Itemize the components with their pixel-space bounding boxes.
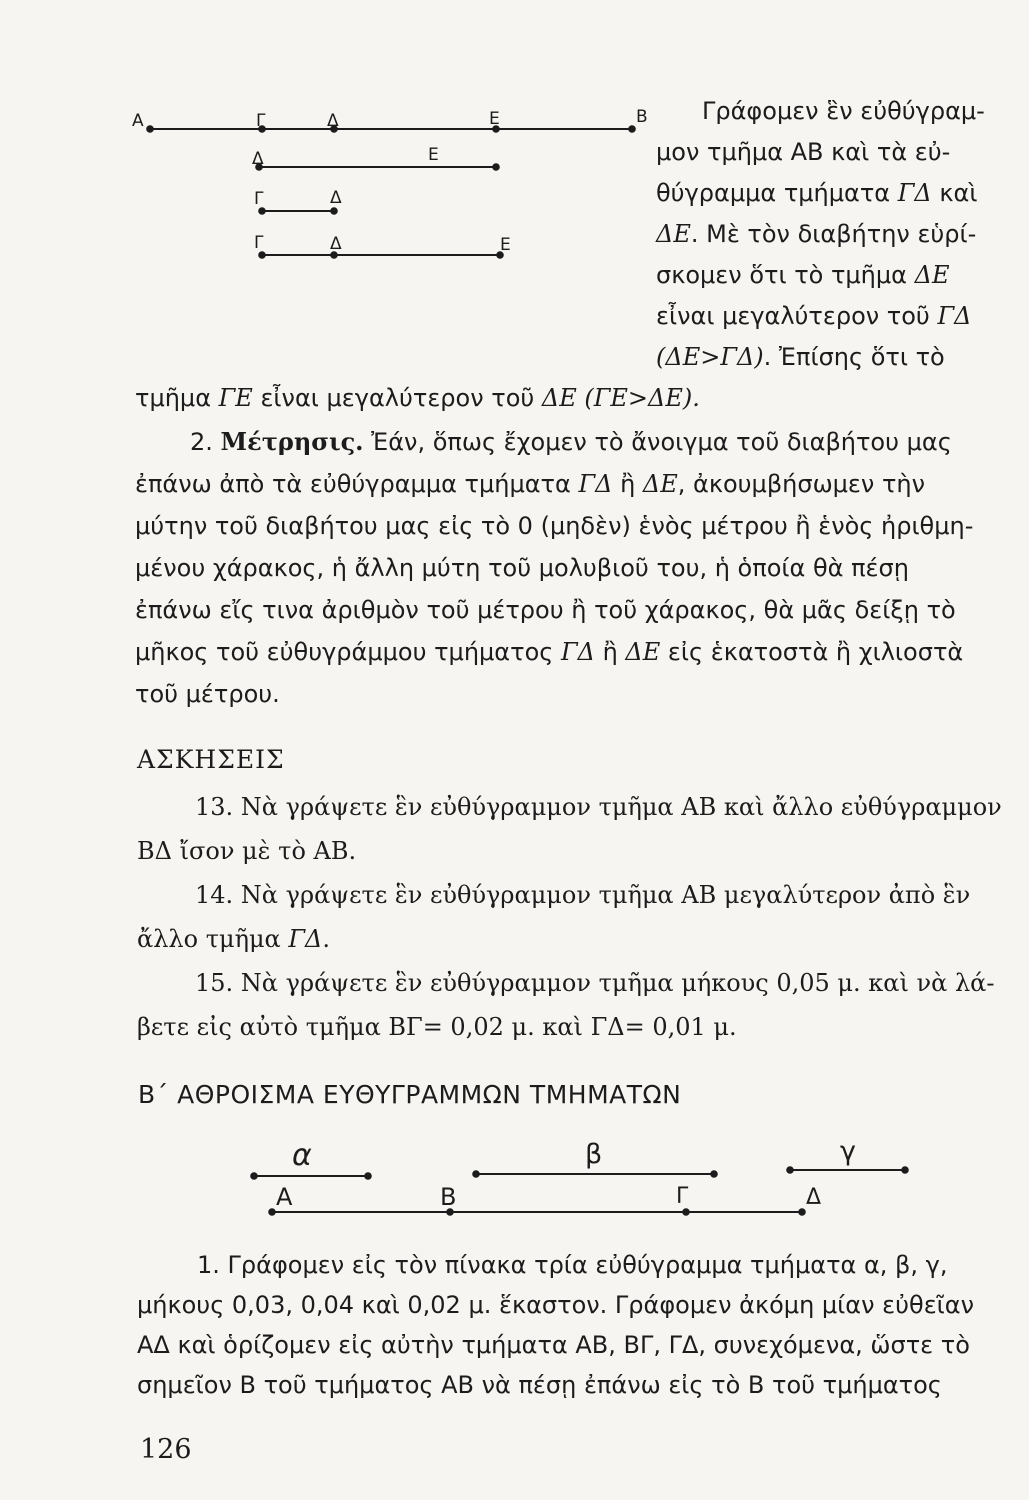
label-g3: Γ	[254, 189, 264, 209]
label-d4: Δ	[330, 234, 342, 254]
gamma-end-point	[902, 1167, 908, 1173]
label-line-g: Γ	[676, 1184, 689, 1209]
para3-line2: μήκους 0,03, 0,04 καὶ 0,02 μ. ἕκαστον. Γράφομεν ἀκόμη μίαν εὐθεῖαν	[137, 1291, 975, 1319]
label-d3: Δ	[330, 188, 342, 208]
label-d: Δ	[327, 111, 339, 131]
para2-line2: ἐπάνω ἀπὸ τὰ εὐθύγραμμα τμήματα ΓΔ ἢ ΔΕ, ἀκουμβήσωμεν τὴν	[135, 470, 926, 498]
para1-line6: εἶναι μεγαλύτερον τοῦ ΓΔ	[656, 302, 972, 330]
label-g4: Γ	[254, 233, 264, 253]
label-e: Ε	[489, 109, 500, 129]
beta-end-point	[711, 1171, 717, 1177]
para2-line1: 2. Μέτρησις. Ἐάν, ὅπως ἔχομεν τὸ ἄνοιγμα τοῦ διαβήτου μας	[190, 427, 952, 456]
para1-line5: σκομεν ὅτι τὸ τμῆμα ΔΕ	[656, 261, 950, 289]
label-beta: β	[585, 1139, 603, 1170]
para2-line6: μῆκος τοῦ εὐθυγράμμου τμήματος ΓΔ ἢ ΔΕ εἰς ἑκατοστὰ ἢ χιλιοστὰ	[135, 638, 964, 666]
label-e4: Ε	[500, 235, 511, 255]
para1-line8: τμῆμα ΓΕ εἶναι μεγαλύτερον τοῦ ΔΕ (ΓΕ>ΔΕ).	[135, 384, 700, 412]
exercise-15-line1: 15. Νὰ γράψετε ἓν εὐθύγραμμον τμῆμα μήκους 0,05 μ. καὶ νὰ λά-	[195, 969, 995, 997]
label-a: Α	[132, 111, 144, 131]
gamma-start-point	[787, 1167, 793, 1173]
para1-line7: (ΔΕ>ΓΔ). Ἐπίσης ὅτι τὸ	[656, 343, 945, 371]
exercise-14-line1: 14. Νὰ γράψετε ἓν εὐθύγραμμον τμῆμα ΑΒ μεγαλύτερον ἀπὸ ἓν	[195, 881, 971, 909]
para2-title: Μέτρησις.	[220, 427, 364, 456]
point-a-line	[269, 1209, 275, 1215]
label-line-b: Β	[440, 1183, 457, 1211]
label-line-a: Α	[276, 1183, 293, 1211]
exercises-heading: ΑΣΚΗΣΕΙΣ	[137, 745, 285, 774]
page-number: 126	[140, 1434, 192, 1465]
para2-line3: μύτην τοῦ διαβήτου μας εἰς τὸ 0 (μηδὲν) ἑνὸς μέτρου ἢ ἑνὸς ἠριθμη-	[135, 512, 974, 540]
para1-line2: μον τμῆμα ΑΒ καὶ τὰ εὐ-	[656, 138, 951, 166]
exercise-14-line2: ἄλλο τμῆμα ΓΔ.	[137, 925, 331, 953]
label-alpha: α	[292, 1138, 312, 1173]
para2-line4: μένου χάρακος, ἡ ἄλλη μύτη τοῦ μολυβιοῦ του, ἡ ὁποία θὰ πέσῃ	[135, 554, 909, 582]
label-g: Γ	[256, 111, 266, 131]
point-d-line	[799, 1209, 805, 1215]
label-gamma: γ	[840, 1136, 856, 1167]
exercise-13-line2: ΒΔ ἴσον μὲ τὸ ΑΒ.	[137, 837, 357, 865]
para1-line1: Γράφομεν ἓν εὐθύγραμ-	[702, 97, 985, 125]
beta-start-point	[473, 1171, 479, 1177]
para1-line3: θύγραμμα τμήματα ΓΔ καὶ	[656, 179, 978, 207]
exercise-15-line2: βετε εἰς αὐτὸ τμῆμα ΒΓ= 0,02 μ. καὶ ΓΔ= 0,01 μ.	[137, 1013, 737, 1041]
label-line-d: Δ	[806, 1185, 822, 1210]
para3-line1: 1. Γράφομεν εἰς τὸν πίνακα τρία εὐθύγραμμα τμήματα α, β, γ,	[197, 1251, 948, 1279]
para3-line3: ΑΔ καὶ ὁρίζομεν εἰς αὐτὴν τμήματα ΑΒ, ΒΓ, ΓΔ, συνεχόμενα, ὥστε τὸ	[137, 1331, 970, 1359]
para2-line7: τοῦ μέτρου.	[135, 680, 280, 708]
exercise-13-line1: 13. Νὰ γράψετε ἓν εὐθύγραμμον τμῆμα ΑΒ καὶ ἄλλο εὐθύγραμμον	[195, 793, 1002, 821]
para2-line5: ἐπάνω εἴς τινα ἀριθμὸν τοῦ μέτρου ἢ τοῦ χάρακος, θὰ μᾶς δείξῃ τὸ	[135, 596, 956, 624]
label-d2: Δ	[252, 149, 264, 169]
alpha-start-point	[251, 1173, 257, 1179]
point-g-line	[683, 1209, 689, 1215]
para3-line4: σημεῖον Β τοῦ τμήματος ΑΒ νὰ πέσῃ ἐπάνω εἰς τὸ Β τοῦ τμήματος	[137, 1371, 942, 1399]
section-heading: Β΄ ΑΘΡΟΙΣΜΑ ΕΥΘΥΓΡΑΜΜΩΝ ΤΜΗΜΑΤΩΝ	[138, 1080, 682, 1109]
para1-line4: ΔΕ. Μὲ τὸν διαβήτην εὑρί-	[656, 220, 977, 248]
label-e2: Ε	[428, 145, 439, 165]
alpha-end-point	[365, 1173, 371, 1179]
label-b: Β	[636, 107, 648, 127]
